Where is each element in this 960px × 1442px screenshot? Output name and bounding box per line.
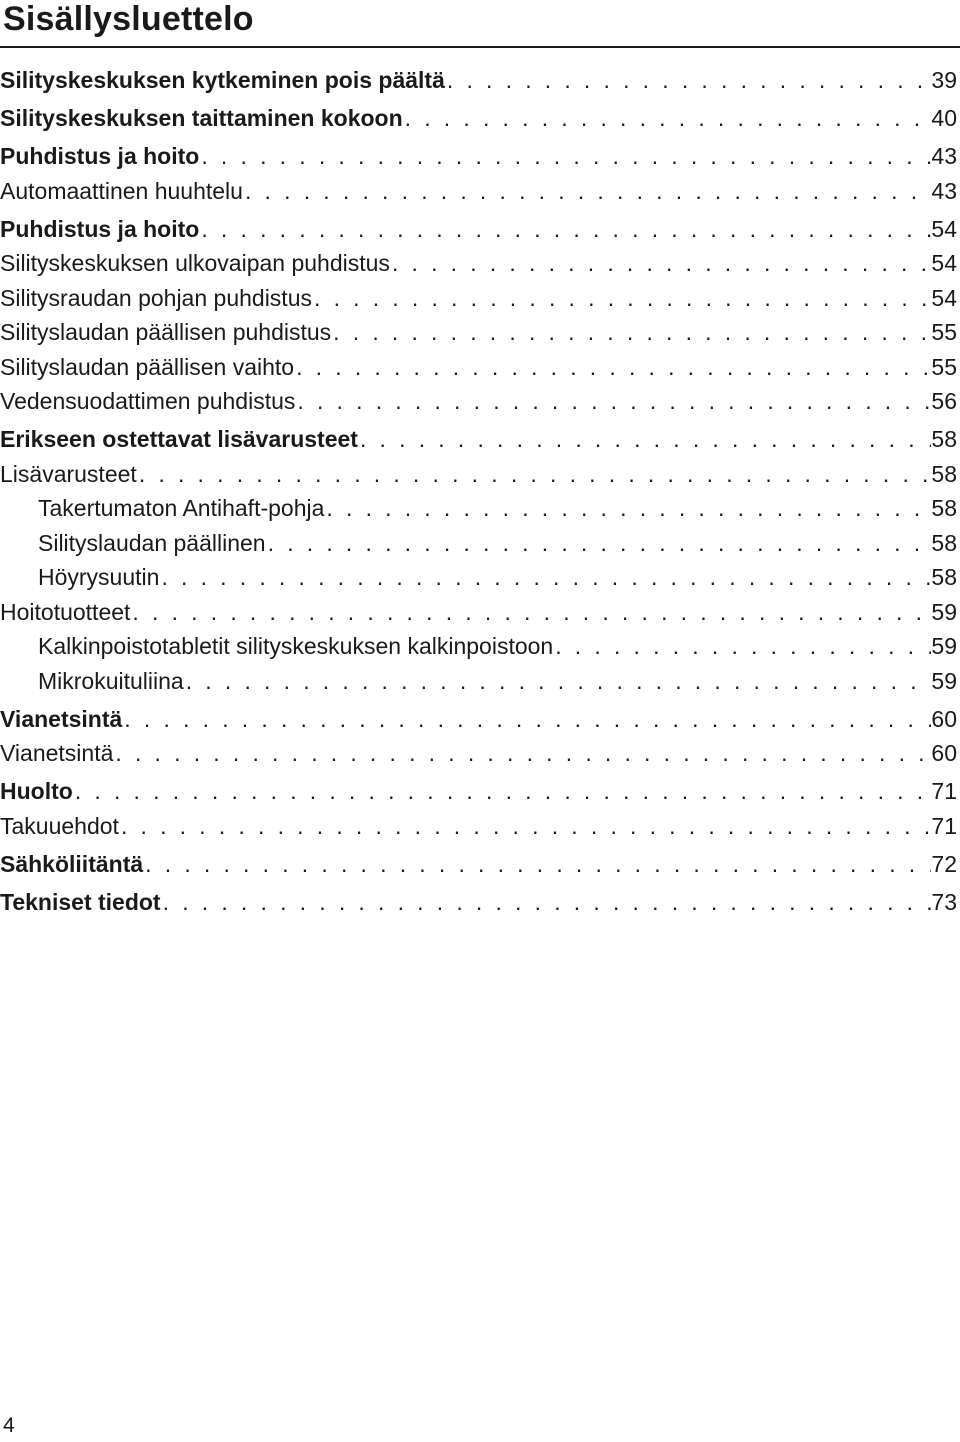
toc-entry-page: 54: [931, 250, 957, 276]
toc-entry-page: 71: [931, 778, 957, 804]
toc-entry[interactable]: [0, 595, 957, 630]
dot-leader: [199, 212, 931, 247]
dot-leader: [130, 595, 931, 630]
toc-entry-label: Vianetsintä: [0, 740, 114, 766]
toc-entry-page: 73: [931, 888, 957, 915]
toc-entry-label: Höyrysuutin: [38, 564, 160, 590]
toc-entry[interactable]: [0, 63, 957, 98]
toc-entry-label: Hoitotuotteet: [0, 598, 131, 625]
toc-entry-page: 55: [931, 353, 957, 380]
toc-entry[interactable]: [0, 281, 957, 316]
toc-entry[interactable]: [0, 702, 957, 737]
toc-entry[interactable]: [0, 885, 957, 920]
toc-entry[interactable]: [0, 422, 957, 457]
toc-entry[interactable]: [0, 736, 957, 771]
toc-entry[interactable]: [0, 101, 957, 136]
toc-entry[interactable]: [0, 774, 957, 809]
table-of-contents: [0, 63, 957, 919]
toc-entry-page: 54: [931, 284, 957, 311]
dot-leader: [143, 847, 931, 882]
toc-entry-label: Vedensuodattimen puhdistus: [0, 388, 296, 414]
toc-entry-label: Silityslaudan päällisen vaihto: [0, 353, 295, 380]
toc-entry[interactable]: [0, 664, 957, 699]
dot-leader: [243, 174, 931, 209]
toc-entry-label: Silityskeskuksen kytkeminen pois päältä: [0, 67, 445, 93]
toc-entry-page: 58: [931, 460, 957, 487]
toc-entry-label: Silityskeskuksen taittaminen kokoon: [0, 105, 403, 131]
toc-entry[interactable]: [0, 457, 957, 492]
toc-entry[interactable]: [0, 139, 957, 174]
toc-entry[interactable]: [0, 174, 957, 209]
page-number: 4: [3, 1414, 15, 1437]
toc-entry-page: 39: [931, 67, 957, 93]
toc-entry-page: 58: [931, 529, 957, 556]
dot-leader: [553, 629, 931, 664]
toc-entry-page: 56: [931, 388, 957, 414]
toc-entry-label: Automaattinen huuhtelu: [0, 177, 243, 204]
toc-entry-page: 55: [931, 319, 957, 345]
dot-leader: [159, 560, 931, 595]
toc-entry-page: 58: [931, 564, 957, 590]
toc-entry-label: Kalkinpoistotabletit silityskeskuksen kalkinpoistoon: [38, 633, 554, 659]
toc-entry-label: Sähköliitäntä: [0, 850, 144, 877]
dot-leader: [324, 491, 931, 526]
dot-leader: [294, 350, 931, 385]
toc-entry[interactable]: [0, 629, 957, 664]
toc-entry[interactable]: [0, 350, 957, 385]
toc-entry-page: 43: [931, 177, 957, 204]
toc-entry-label: Silitysraudan pohjan puhdistus: [0, 284, 312, 311]
toc-entry-label: Mikrokuituliina: [38, 667, 184, 694]
toc-entry[interactable]: [0, 491, 957, 526]
dot-leader: [184, 664, 932, 699]
toc-entry-label: Vianetsintä: [0, 705, 123, 732]
dot-leader: [137, 457, 932, 492]
toc-entry-page: 59: [931, 598, 957, 625]
dot-leader: [73, 774, 932, 809]
toc-entry-page: 58: [931, 495, 957, 521]
toc-entry-label: Silityslaudan päällisen puhdistus: [0, 319, 332, 345]
dot-leader: [199, 139, 931, 174]
toc-entry-label: Erikseen ostettavat lisävarusteet: [0, 426, 358, 452]
dot-leader: [161, 885, 932, 920]
dot-leader: [390, 246, 931, 281]
toc-entry-label: Tekniset tiedot: [0, 888, 161, 915]
dot-leader: [113, 736, 931, 771]
toc-entry-page: 71: [931, 812, 957, 839]
toc-entry-page: 60: [931, 740, 957, 766]
toc-entry[interactable]: [0, 809, 957, 844]
toc-entry-page: 43: [931, 143, 957, 169]
toc-entry[interactable]: [0, 560, 957, 595]
toc-entry-page: 60: [931, 705, 957, 732]
toc-entry-label: Puhdistus ja hoito: [0, 215, 200, 242]
toc-entry-label: Takertumaton Antihaft-pohja: [38, 495, 325, 521]
toc-entry-page: 72: [931, 850, 957, 877]
toc-entry-page: 59: [931, 667, 957, 694]
toc-entry-page: 54: [931, 215, 957, 242]
toc-entry-label: Takuuehdot: [0, 812, 119, 839]
toc-entry-page: 59: [931, 633, 957, 659]
toc-entry[interactable]: [0, 315, 957, 350]
dot-leader: [266, 526, 932, 561]
toc-entry-page: 58: [931, 426, 957, 452]
toc-entry-label: Puhdistus ja hoito: [0, 143, 200, 169]
toc-entry[interactable]: [0, 526, 957, 561]
title-divider: [0, 46, 960, 48]
toc-entry[interactable]: [0, 847, 957, 882]
toc-entry-label: Huolto: [0, 778, 73, 804]
dot-leader: [122, 702, 931, 737]
dot-leader: [358, 422, 931, 457]
dot-leader: [403, 101, 932, 136]
toc-entry-page: 40: [931, 105, 957, 131]
dot-leader: [445, 63, 932, 98]
toc-entry[interactable]: [0, 212, 957, 247]
toc-entry-label: Silityslaudan päällinen: [38, 529, 266, 556]
dot-leader: [331, 315, 931, 350]
toc-entry[interactable]: [0, 384, 957, 419]
page-title: Sisällysluettelo: [3, 0, 254, 38]
toc-entry-label: Lisävarusteet: [0, 460, 137, 487]
dot-leader: [312, 281, 931, 316]
toc-entry-label: Silityskeskuksen ulkovaipan puhdistus: [0, 250, 390, 276]
dot-leader: [295, 384, 931, 419]
dot-leader: [119, 809, 931, 844]
toc-entry[interactable]: [0, 246, 957, 281]
